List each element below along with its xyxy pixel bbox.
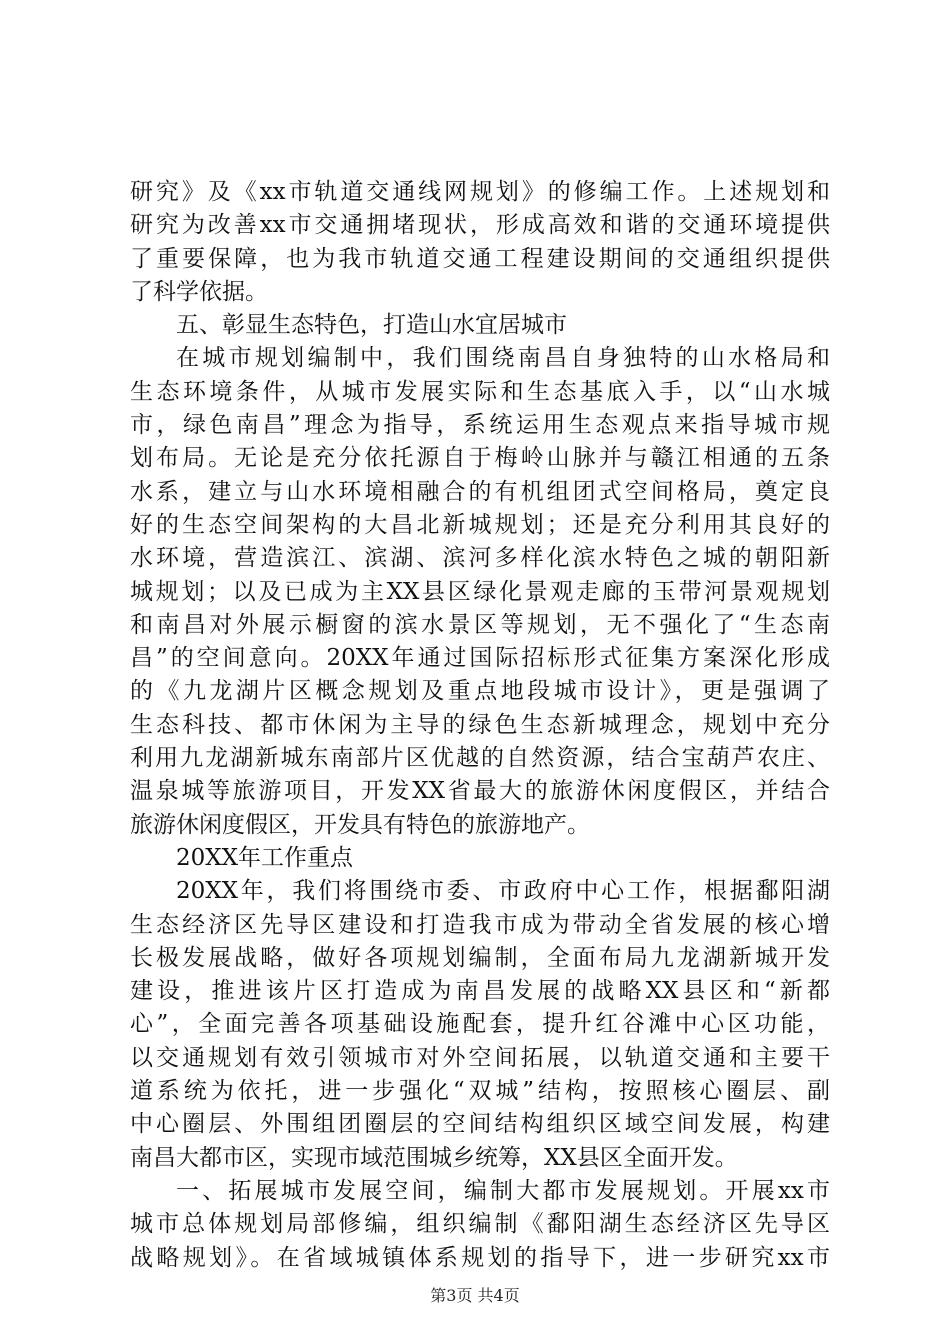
text-line: 划布局。无论是充分依托源自于梅岭山脉并与赣江相通的五条: [130, 445, 830, 472]
text-line: 的《九龙湖片区概念规划及重点地段城市设计》，更是强调了: [130, 678, 830, 705]
text-line: 城市总体规划局部修编，组织编制《鄱阳湖生态经济区先导区: [130, 1211, 830, 1238]
text-line: 长极发展战略，做好各项规划编制，全面布局九龙湖新城开发: [130, 944, 830, 971]
text-line: 生态环境条件，从城市发展实际和生态基底入手，以“山水城: [130, 378, 830, 405]
text-line: 生态科技、都市休闲为主导的绿色生态新城理念，规划中充分: [130, 711, 830, 738]
text-line: 道系统为依托，进一步强化“双城”结构，按照核心圈层、副: [130, 1078, 830, 1105]
text-line: 利用九龙湖新城东南部片区优越的自然资源，结合宝葫芦农庄、: [130, 745, 830, 772]
text-line: 南昌大都市区，实现市域范围城乡统筹，XX县区全面开发。: [130, 1144, 738, 1171]
text-line: 了重要保障，也为我市轨道交通工程建设期间的交通组织提供: [130, 245, 830, 272]
text-line: 水环境，营造滨江、滨湖、滨河多样化滨水特色之城的朝阳新: [130, 545, 830, 572]
text-line: 研究为改善xx市交通拥堵现状，形成高效和谐的交通环境提供: [130, 212, 830, 239]
text-line: 市，绿色南昌”理念为指导，系统运用生态观点来指导城市规: [130, 412, 830, 439]
text-line: 战略规划》。在省域城镇体系规划的指导下，进一步研究xx市: [130, 1244, 830, 1271]
text-line: 昌”的空间意向。20XX年通过国际招标形式征集方案深化形成: [130, 645, 830, 672]
text-line: 生态经济区先导区建设和打造我市成为带动全省发展的核心增: [130, 911, 830, 938]
text-line: 在城市规划编制中，我们围绕南昌自身独特的山水格局和: [176, 345, 830, 372]
document-body: [130, 176, 830, 1275]
text-line: 了科学依据。: [130, 278, 268, 305]
page-footer: 第3页 共4页: [430, 1286, 520, 1305]
text-line: 建设，推进该片区打造成为南昌发展的战略XX县区和“新都: [130, 978, 830, 1005]
text-line: 五、彰显生态特色，打造山水宜居城市: [176, 312, 567, 339]
text-line: 心”，全面完善各项基础设施配套，提升红谷滩中心区功能，: [130, 1011, 830, 1038]
text-line: 旅游休闲度假区，开发具有特色的旅游地产。: [130, 811, 590, 838]
text-line: 研究》及《xx市轨道交通线网规划》的修编工作。上述规划和: [130, 179, 830, 205]
text-line: 以交通规划有效引领城市对外空间拓展，以轨道交通和主要干: [130, 1044, 830, 1071]
text-line: 好的生态空间架构的大昌北新城规划；还是充分利用其良好的: [130, 511, 830, 538]
text-line: 20XX年，我们将围绕市委、市政府中心工作，根据鄱阳湖: [176, 878, 830, 905]
text-line: 城规划；以及已成为主XX县区绿化景观走廊的玉带河景观规划: [130, 578, 830, 605]
text-line: 20XX年工作重点: [176, 844, 354, 871]
text-line: 水系，建立与山水环境相融合的有机组团式空间格局，奠定良: [130, 478, 830, 505]
text-line: 和南昌对外展示橱窗的滨水景区等规划，无不强化了“生态南: [130, 611, 830, 638]
text-line: 中心圈层、外围组团圈层的空间结构组织区域空间发展，构建: [130, 1111, 830, 1138]
text-line: 温泉城等旅游项目，开发XX省最大的旅游休闲度假区，并结合: [130, 778, 830, 805]
text-line: 一、拓展城市发展空间，编制大都市发展规划。开展xx市: [176, 1177, 830, 1204]
